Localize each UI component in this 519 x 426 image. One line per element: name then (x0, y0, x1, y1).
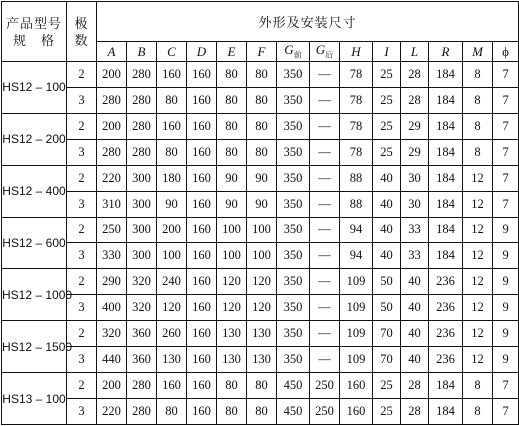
dimension-cell: 350 (277, 165, 310, 191)
dimension-cell: 100 (247, 217, 277, 243)
dimension-cell: 120 (217, 295, 247, 321)
dimension-cell: 80 (157, 398, 187, 424)
dimension-cell: 33 (401, 217, 429, 243)
dimension-cell: 100 (217, 217, 247, 243)
column-header: L (401, 42, 429, 62)
dimension-cell: — (310, 217, 340, 243)
dimension-cell: 88 (340, 165, 373, 191)
dimension-cell: 25 (373, 398, 401, 424)
dimension-cell: 80 (247, 62, 277, 88)
dimension-cell: 240 (157, 269, 187, 295)
dimension-cell: 330 (97, 243, 127, 269)
table-row (2, 398, 519, 424)
dimension-cell: 200 (157, 217, 187, 243)
dimension-cell: 12 (463, 295, 493, 321)
dimension-cell: 9 (493, 269, 519, 295)
column-header: B (127, 42, 157, 62)
dimension-cell: 94 (340, 217, 373, 243)
dimension-cell: 80 (217, 113, 247, 139)
dimension-cell: 350 (277, 347, 310, 373)
dimension-cell: 80 (217, 373, 247, 399)
dimension-cell: 90 (247, 191, 277, 217)
dimension-cell: 25 (373, 62, 401, 88)
dimension-cell: — (310, 269, 340, 295)
dimension-cell: 29 (401, 139, 429, 165)
dimension-cell: 100 (157, 243, 187, 269)
dimension-cell: 350 (277, 113, 310, 139)
dimension-cell: 160 (187, 87, 217, 113)
dimension-cell: 160 (157, 113, 187, 139)
dimension-cell: 90 (247, 165, 277, 191)
table-row (2, 373, 519, 399)
dimension-cell: 184 (429, 62, 463, 88)
dimension-cell: 450 (277, 398, 310, 424)
pole-count-cell: 2 (67, 217, 97, 243)
dimension-cell: 28 (401, 398, 429, 424)
dimension-cell: 250 (310, 373, 340, 399)
model-cell: HS13 – 100 (2, 373, 67, 425)
pole-count-cell: 2 (67, 269, 97, 295)
dimension-cell: 350 (277, 217, 310, 243)
table-row (2, 243, 519, 269)
dimension-cell: 280 (127, 113, 157, 139)
dimension-cell: 160 (187, 398, 217, 424)
dimension-cell: 160 (187, 347, 217, 373)
dimension-cell: 12 (463, 347, 493, 373)
pole-count-cell: 2 (67, 321, 97, 347)
dimension-cell: 25 (373, 113, 401, 139)
dimension-cell: 130 (247, 347, 277, 373)
dimension-cell: 300 (127, 191, 157, 217)
column-header: F (247, 42, 277, 62)
model-label-line2: 规 格 (12, 32, 55, 48)
dimension-cell: 130 (217, 347, 247, 373)
model-cell: HS12 – 200 (2, 113, 67, 165)
dimension-cell: 70 (373, 321, 401, 347)
dimension-cell: 300 (127, 243, 157, 269)
dimension-cell: 184 (429, 243, 463, 269)
dimension-cell: 78 (340, 139, 373, 165)
dimension-cell: 200 (97, 113, 127, 139)
dimension-cell: 12 (463, 321, 493, 347)
dimension-cell: 80 (157, 87, 187, 113)
pole-count-cell: 2 (67, 373, 97, 399)
dimension-cell: — (310, 295, 340, 321)
column-header: I (373, 42, 401, 62)
dimension-cell: 160 (157, 373, 187, 399)
dimension-cell: 350 (277, 191, 310, 217)
dimension-cell: 120 (157, 295, 187, 321)
dimension-cell: 160 (187, 191, 217, 217)
dimension-cell: 50 (373, 269, 401, 295)
dimension-cell: 360 (127, 321, 157, 347)
poles-header (67, 2, 97, 62)
dimension-cell: — (310, 139, 340, 165)
dimension-cell: — (310, 165, 340, 191)
dimension-cell: — (310, 87, 340, 113)
model-cell: HS12 – 600 (2, 217, 67, 269)
dimension-cell: 440 (97, 347, 127, 373)
dimension-cell: 310 (97, 191, 127, 217)
dimension-cell: 320 (127, 295, 157, 321)
dimension-cell: 8 (463, 87, 493, 113)
dimension-cell: 12 (463, 243, 493, 269)
dimension-cell: 130 (157, 347, 187, 373)
dimension-cell: 70 (373, 347, 401, 373)
dimension-cell: 290 (97, 269, 127, 295)
dimension-cell: 250 (97, 217, 127, 243)
dimension-cell: 78 (340, 62, 373, 88)
dimension-cell: 236 (429, 321, 463, 347)
dimension-cell: 40 (373, 191, 401, 217)
dimension-cell: 28 (401, 373, 429, 399)
dimension-cell: 350 (277, 62, 310, 88)
dimension-cell: 30 (401, 191, 429, 217)
pole-count-cell: 3 (67, 87, 97, 113)
dimension-cell: 7 (493, 191, 519, 217)
table-row (2, 217, 519, 243)
dimension-cell: 88 (340, 191, 373, 217)
table-row (2, 191, 519, 217)
dimensions-title: 外形及安装尺寸 (97, 2, 519, 42)
table-row (2, 165, 519, 191)
dimension-cell: 184 (429, 139, 463, 165)
dimension-cell: 8 (463, 139, 493, 165)
dimension-cell: 9 (493, 217, 519, 243)
table-row (2, 269, 519, 295)
poles-label-line2: 数 (74, 32, 89, 48)
dimension-cell: 184 (429, 217, 463, 243)
dimension-cell: 100 (247, 243, 277, 269)
dimension-cell: 220 (97, 165, 127, 191)
dimension-cell: 80 (247, 373, 277, 399)
dimension-cell: — (310, 62, 340, 88)
pole-count-cell: 3 (67, 347, 97, 373)
dimension-cell: 80 (217, 139, 247, 165)
dimension-cell: 160 (187, 113, 217, 139)
dimension-cell: 109 (340, 347, 373, 373)
dimension-cell: — (310, 113, 340, 139)
dimension-cell: 236 (429, 269, 463, 295)
dimension-cell: 280 (97, 87, 127, 113)
column-header: E (217, 42, 247, 62)
dimension-cell: 40 (373, 165, 401, 191)
column-header: $G_前$ (277, 42, 310, 62)
dimension-cell: 184 (429, 87, 463, 113)
column-header: $G_后$ (310, 42, 340, 62)
column-header: A (97, 42, 127, 62)
dimension-cell: 40 (401, 269, 429, 295)
column-header: M (463, 42, 493, 62)
column-header: D (187, 42, 217, 62)
dimension-cell: 8 (463, 113, 493, 139)
dimension-cell: 50 (373, 295, 401, 321)
dimension-cell: 120 (247, 295, 277, 321)
dimension-cell: 7 (493, 113, 519, 139)
dimension-cell: 40 (401, 347, 429, 373)
dimension-cell: 25 (373, 139, 401, 165)
dimension-cell: 184 (429, 113, 463, 139)
dimension-cell: — (310, 243, 340, 269)
pole-count-cell: 3 (67, 398, 97, 424)
dimension-cell: 184 (429, 165, 463, 191)
column-header: R (429, 42, 463, 62)
dimension-cell: 78 (340, 87, 373, 113)
dimension-cell: 300 (127, 165, 157, 191)
dimension-cell: 12 (463, 217, 493, 243)
dimension-cell: 7 (493, 87, 519, 113)
dimension-cell: 7 (493, 165, 519, 191)
dimension-cell: 120 (247, 269, 277, 295)
model-cell: HS12 – 1500 (2, 321, 67, 373)
dimension-cell: 80 (247, 87, 277, 113)
column-header: H (340, 42, 373, 62)
dimension-cell: 130 (217, 321, 247, 347)
model-cell: HS12 – 400 (2, 165, 67, 217)
poles-label-line1: 极 (74, 15, 89, 31)
column-header: ϕ (493, 42, 519, 62)
dimension-cell: 120 (217, 269, 247, 295)
dimension-cell: 280 (127, 139, 157, 165)
dimension-cell: 8 (463, 398, 493, 424)
dimension-cell: 350 (277, 139, 310, 165)
pole-count-cell: 2 (67, 62, 97, 88)
dimension-cell: 80 (217, 398, 247, 424)
dimension-cell: 280 (127, 398, 157, 424)
dimension-cell: 160 (187, 295, 217, 321)
dimension-cell: 40 (373, 217, 401, 243)
model-cell: HS12 – 100 (2, 62, 67, 114)
dimension-cell: 280 (127, 87, 157, 113)
dimension-cell: 350 (277, 269, 310, 295)
dimension-cell: 236 (429, 295, 463, 321)
dimension-cell: 94 (340, 243, 373, 269)
dimension-cell: 160 (187, 269, 217, 295)
table-header (2, 2, 519, 62)
dimension-cell: 12 (463, 165, 493, 191)
dimension-cell: 9 (493, 321, 519, 347)
dimension-cell: 184 (429, 191, 463, 217)
dimension-cell: 40 (401, 295, 429, 321)
dimension-cell: 12 (463, 269, 493, 295)
dimension-cell: 360 (127, 347, 157, 373)
dimension-cell: 160 (187, 321, 217, 347)
dimension-cell: 184 (429, 373, 463, 399)
dimension-cell: 78 (340, 113, 373, 139)
dimension-cell: 40 (373, 243, 401, 269)
dimension-cell: 28 (401, 62, 429, 88)
dimension-cell: 200 (97, 62, 127, 88)
dimension-cell: 7 (493, 62, 519, 88)
dimension-cell: 160 (187, 373, 217, 399)
dimension-cell: 350 (277, 321, 310, 347)
table-body (2, 62, 519, 425)
dimension-cell: 25 (373, 373, 401, 399)
dimension-cell: 28 (401, 87, 429, 113)
table-row (2, 139, 519, 165)
dimension-cell: 180 (157, 165, 187, 191)
dimension-cell: 220 (97, 398, 127, 424)
dimension-cell: 350 (277, 87, 310, 113)
dimension-cell: 280 (127, 62, 157, 88)
dimension-cell: 109 (340, 321, 373, 347)
dimension-cell: 260 (157, 321, 187, 347)
pole-count-cell: 3 (67, 139, 97, 165)
dimension-cell: 80 (247, 139, 277, 165)
dimension-cell: 100 (217, 243, 247, 269)
dimension-cell: 160 (340, 373, 373, 399)
dimension-cell: 40 (401, 321, 429, 347)
dimension-cell: 9 (493, 347, 519, 373)
column-header: C (157, 42, 187, 62)
table-row (2, 321, 519, 347)
dimension-cell: 9 (493, 243, 519, 269)
dimension-cell: 80 (247, 398, 277, 424)
dimension-cell: 400 (97, 295, 127, 321)
dimension-cell: 7 (493, 398, 519, 424)
dimension-cell: 160 (157, 62, 187, 88)
dimension-cell: 236 (429, 347, 463, 373)
dimension-cell: 25 (373, 87, 401, 113)
dimension-cell: 30 (401, 165, 429, 191)
dimension-cell: 8 (463, 62, 493, 88)
dimension-cell: 160 (187, 139, 217, 165)
table-row (2, 87, 519, 113)
model-label-line1: 产品型号 (5, 15, 62, 31)
pole-count-cell: 2 (67, 113, 97, 139)
dimension-cell: 12 (463, 191, 493, 217)
dimension-cell: 7 (493, 373, 519, 399)
dimension-cell: 160 (340, 398, 373, 424)
dimension-cell: 320 (97, 321, 127, 347)
dimension-cell: 450 (277, 373, 310, 399)
dimension-cell: 160 (187, 217, 217, 243)
dimension-cell: 200 (97, 373, 127, 399)
dimension-cell: 109 (340, 269, 373, 295)
dimension-cell: 350 (277, 243, 310, 269)
dimension-cell: 350 (277, 295, 310, 321)
dimension-cell: 184 (429, 398, 463, 424)
dimension-cell: 160 (187, 243, 217, 269)
dimension-cell: 7 (493, 139, 519, 165)
dimension-cell: 90 (157, 191, 187, 217)
dimension-cell: 160 (187, 165, 217, 191)
pole-count-cell: 3 (67, 243, 97, 269)
dimension-cell: 160 (187, 62, 217, 88)
model-header (2, 2, 67, 62)
table-row (2, 347, 519, 373)
dimension-cell: 80 (217, 87, 247, 113)
dimension-cell: 109 (340, 295, 373, 321)
dimension-cell: 80 (157, 139, 187, 165)
dimension-cell: 280 (97, 139, 127, 165)
dimension-cell: 29 (401, 113, 429, 139)
dimension-cell: 90 (217, 191, 247, 217)
dimension-cell: 300 (127, 217, 157, 243)
dimension-cell: 280 (127, 373, 157, 399)
pole-count-cell: 3 (67, 191, 97, 217)
dimension-cell: 90 (217, 165, 247, 191)
dimension-cell: 320 (127, 269, 157, 295)
dimensions-table (1, 1, 519, 425)
table-row (2, 62, 519, 88)
dimension-cell: 130 (247, 321, 277, 347)
dimension-cell: 80 (247, 113, 277, 139)
dimension-cell: 80 (217, 62, 247, 88)
dimension-cell: — (310, 321, 340, 347)
dimension-cell: 9 (493, 295, 519, 321)
table-row (2, 295, 519, 321)
dimension-cell: 33 (401, 243, 429, 269)
pole-count-cell: 2 (67, 165, 97, 191)
dimension-cell: 8 (463, 373, 493, 399)
table-row (2, 113, 519, 139)
dimension-cell: — (310, 347, 340, 373)
pole-count-cell: 3 (67, 295, 97, 321)
dimension-cell: 250 (310, 398, 340, 424)
dimension-cell: — (310, 191, 340, 217)
model-cell: HS12 – 1000 (2, 269, 67, 321)
